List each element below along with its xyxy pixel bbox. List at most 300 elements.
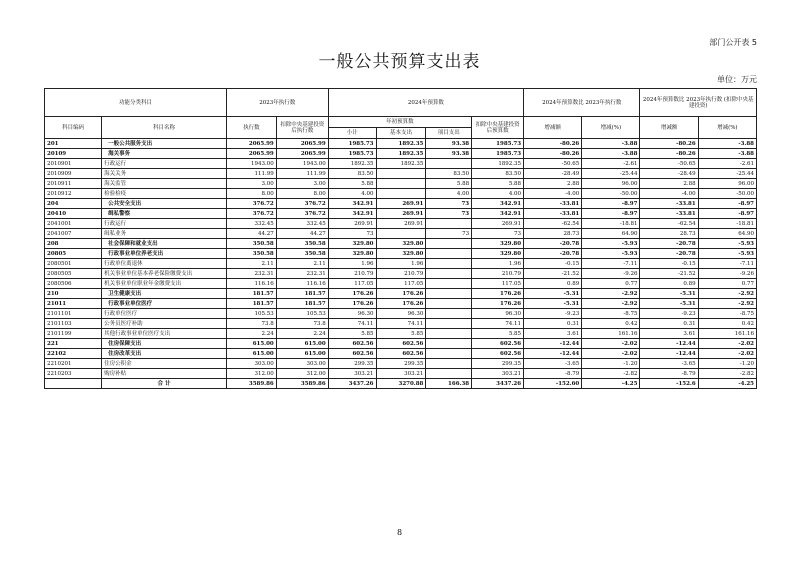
- subject-name: 住房保障支出: [102, 339, 227, 349]
- value-cell: 342.91: [328, 199, 376, 209]
- value-cell: 602.56: [328, 339, 376, 349]
- value-cell: 350.58: [276, 239, 328, 249]
- table-row: [45, 349, 757, 359]
- value-cell: [426, 339, 472, 349]
- total-value-cell: -4.25: [698, 379, 756, 389]
- value-cell: -28.49: [640, 169, 698, 179]
- value-cell: 181.57: [226, 289, 276, 299]
- value-cell: -2.92: [698, 299, 756, 309]
- value-cell: 615.00: [226, 349, 276, 359]
- value-cell: -33.81: [524, 209, 582, 219]
- value-cell: 0.42: [582, 319, 640, 329]
- total-row: [45, 379, 757, 389]
- value-cell: 96.30: [376, 309, 426, 319]
- subject-name: 公务员医疗补助: [102, 319, 227, 329]
- value-cell: 4.00: [328, 189, 376, 199]
- subject-name: 其他行政事业单位医疗支出: [102, 329, 227, 339]
- value-cell: [426, 249, 472, 259]
- value-cell: -8.97: [582, 209, 640, 219]
- value-cell: 176.26: [376, 289, 426, 299]
- value-cell: 93.38: [426, 149, 472, 159]
- value-cell: 615.00: [226, 339, 276, 349]
- value-cell: 312.00: [226, 369, 276, 379]
- value-cell: 342.91: [472, 199, 524, 209]
- value-cell: -8.75: [582, 309, 640, 319]
- value-cell: 1892.35: [376, 149, 426, 159]
- value-cell: 342.91: [328, 209, 376, 219]
- value-cell: 2065.99: [226, 149, 276, 159]
- table-row: [45, 249, 757, 259]
- value-cell: 1985.73: [472, 149, 524, 159]
- value-cell: -2.92: [698, 289, 756, 299]
- value-cell: 73.8: [226, 319, 276, 329]
- value-cell: 329.80: [472, 249, 524, 259]
- table-row: [45, 189, 757, 199]
- value-cell: 176.26: [328, 299, 376, 309]
- table-row: [45, 179, 757, 189]
- value-cell: -5.31: [640, 289, 698, 299]
- value-cell: -80.26: [640, 139, 698, 149]
- value-cell: -12.44: [524, 339, 582, 349]
- value-cell: -3.88: [698, 139, 756, 149]
- subject-code: 221: [45, 339, 102, 349]
- table-row: [45, 369, 757, 379]
- table-row: [45, 139, 757, 149]
- value-cell: -1.20: [582, 359, 640, 369]
- table-row: [45, 339, 757, 349]
- value-cell: 269.91: [472, 219, 524, 229]
- table-row: [45, 219, 757, 229]
- total-value-cell: 3437.26: [472, 379, 524, 389]
- value-cell: 299.35: [328, 359, 376, 369]
- value-cell: -0.15: [524, 259, 582, 269]
- value-cell: 1892.35: [472, 159, 524, 169]
- total-value-cell: -4.25: [582, 379, 640, 389]
- project-header: 项目支出: [426, 128, 472, 139]
- subject-code: 20410: [45, 209, 102, 219]
- value-cell: -12.44: [640, 349, 698, 359]
- value-cell: 1943.00: [226, 159, 276, 169]
- value-cell: 73.8: [276, 319, 328, 329]
- value-cell: [376, 179, 426, 189]
- subject-code: 2041007: [45, 229, 102, 239]
- value-cell: 210.79: [328, 269, 376, 279]
- value-cell: 350.58: [226, 249, 276, 259]
- value-cell: -3.88: [698, 149, 756, 159]
- value-cell: 5.88: [328, 179, 376, 189]
- value-cell: -4.00: [524, 189, 582, 199]
- value-cell: 2065.99: [276, 139, 328, 149]
- value-cell: -5.31: [524, 299, 582, 309]
- total-value-cell: 166.38: [426, 379, 472, 389]
- value-cell: -3.65: [524, 359, 582, 369]
- value-cell: 96.30: [328, 309, 376, 319]
- subject-name: 海关事务: [102, 149, 227, 159]
- subject-code: 2101199: [45, 329, 102, 339]
- value-cell: 3.61: [524, 329, 582, 339]
- value-cell: 74.11: [328, 319, 376, 329]
- value-cell: [426, 219, 472, 229]
- value-cell: 332.45: [276, 219, 328, 229]
- value-cell: -62.54: [640, 219, 698, 229]
- value-cell: -9.26: [582, 269, 640, 279]
- value-cell: 96.00: [582, 179, 640, 189]
- subject-name: 社会保障和就业支出: [102, 239, 227, 249]
- value-cell: 329.80: [328, 239, 376, 249]
- value-cell: [376, 229, 426, 239]
- value-cell: 116.16: [226, 279, 276, 289]
- value-cell: 3.00: [276, 179, 328, 189]
- subject-name: 海关监管: [102, 179, 227, 189]
- value-cell: [426, 369, 472, 379]
- subject-code: 2010911: [45, 179, 102, 189]
- value-cell: -50.00: [582, 189, 640, 199]
- value-cell: -2.82: [698, 369, 756, 379]
- value-cell: 269.91: [376, 199, 426, 209]
- subject-code: 210: [45, 289, 102, 299]
- value-cell: 111.99: [226, 169, 276, 179]
- value-cell: 0.77: [698, 279, 756, 289]
- value-cell: 3.00: [226, 179, 276, 189]
- value-cell: 73: [328, 229, 376, 239]
- value-cell: [426, 239, 472, 249]
- subtotal-header: 小计: [328, 128, 376, 139]
- value-cell: 28.73: [524, 229, 582, 239]
- total-value-cell: 3270.88: [376, 379, 426, 389]
- value-cell: 329.80: [328, 249, 376, 259]
- subject-name: 住房改革支出: [102, 349, 227, 359]
- value-cell: [426, 349, 472, 359]
- value-cell: -2.61: [698, 159, 756, 169]
- value-cell: [426, 309, 472, 319]
- value-cell: 73: [472, 229, 524, 239]
- table-row: [45, 149, 757, 159]
- exec-excluding-header: 扣除中央基建投资后执行数: [276, 117, 328, 139]
- value-cell: -2.02: [698, 339, 756, 349]
- value-cell: -2.02: [698, 349, 756, 359]
- value-cell: 299.35: [472, 359, 524, 369]
- value-cell: -20.78: [640, 249, 698, 259]
- value-cell: 73: [426, 209, 472, 219]
- table-row: [45, 279, 757, 289]
- value-cell: -8.79: [640, 369, 698, 379]
- subject-code: 2010901: [45, 159, 102, 169]
- value-cell: 8.00: [276, 189, 328, 199]
- budget-2024-header: 2024年预算数: [328, 89, 523, 117]
- value-cell: -5.31: [640, 299, 698, 309]
- value-cell: -80.26: [524, 139, 582, 149]
- subject-code: 22102: [45, 349, 102, 359]
- value-cell: 602.56: [472, 349, 524, 359]
- table-row: [45, 159, 757, 169]
- subject-name: 缉私业务: [102, 229, 227, 239]
- value-cell: 44.27: [276, 229, 328, 239]
- value-cell: 376.72: [226, 199, 276, 209]
- value-cell: 2.24: [276, 329, 328, 339]
- value-cell: -7.11: [698, 259, 756, 269]
- value-cell: -8.75: [698, 309, 756, 319]
- value-cell: -5.93: [582, 239, 640, 249]
- value-cell: [426, 359, 472, 369]
- value-cell: 376.72: [276, 199, 328, 209]
- value-cell: 602.56: [472, 339, 524, 349]
- subject-name: 海关关务: [102, 169, 227, 179]
- value-cell: 181.57: [226, 299, 276, 309]
- value-cell: 602.56: [376, 349, 426, 359]
- value-cell: 210.79: [376, 269, 426, 279]
- value-cell: 350.58: [276, 249, 328, 259]
- page-number: 8: [396, 528, 403, 537]
- value-cell: -28.49: [524, 169, 582, 179]
- value-cell: 232.31: [276, 269, 328, 279]
- total-value-cell: -152.6: [640, 379, 698, 389]
- value-cell: 181.57: [276, 299, 328, 309]
- value-cell: 116.16: [276, 279, 328, 289]
- value-cell: 210.79: [472, 269, 524, 279]
- subject-code: 201: [45, 139, 102, 149]
- value-cell: 1892.35: [328, 159, 376, 169]
- value-cell: -8.79: [524, 369, 582, 379]
- value-cell: -2.82: [582, 369, 640, 379]
- value-cell: 44.27: [226, 229, 276, 239]
- value-cell: 2.88: [640, 179, 698, 189]
- subject-code: 2210203: [45, 369, 102, 379]
- value-cell: 350.58: [226, 239, 276, 249]
- value-cell: -9.23: [640, 309, 698, 319]
- value-cell: [426, 269, 472, 279]
- value-cell: -20.78: [524, 239, 582, 249]
- value-cell: [426, 159, 472, 169]
- value-cell: -33.81: [640, 199, 698, 209]
- unit-label: 单位：万元: [717, 75, 757, 84]
- value-cell: 96.30: [472, 309, 524, 319]
- subject-name: 住房公积金: [102, 359, 227, 369]
- subject-code: 2080505: [45, 269, 102, 279]
- value-cell: 303.21: [376, 369, 426, 379]
- subject-code: 2010909: [45, 169, 102, 179]
- value-cell: -50.65: [524, 159, 582, 169]
- value-cell: 2.88: [524, 179, 582, 189]
- value-cell: 117.05: [472, 279, 524, 289]
- value-cell: 1.96: [328, 259, 376, 269]
- value-cell: 1943.00: [276, 159, 328, 169]
- subject-code: 20805: [45, 249, 102, 259]
- value-cell: 1892.35: [376, 159, 426, 169]
- value-cell: 0.77: [582, 279, 640, 289]
- value-cell: 4.00: [426, 189, 472, 199]
- value-cell: -33.81: [640, 209, 698, 219]
- table-row: [45, 259, 757, 269]
- value-cell: 329.80: [472, 239, 524, 249]
- value-cell: 2.11: [226, 259, 276, 269]
- value-cell: -3.65: [640, 359, 698, 369]
- subject-name: 行政运行: [102, 219, 227, 229]
- table-number-label: 部门公开表 5: [709, 38, 757, 47]
- value-cell: -9.23: [524, 309, 582, 319]
- value-cell: -3.88: [582, 149, 640, 159]
- subject-code: 2080501: [45, 259, 102, 269]
- total-value-cell: 3589.86: [226, 379, 276, 389]
- value-cell: 176.26: [328, 289, 376, 299]
- subject-name: 公共安全支出: [102, 199, 227, 209]
- table-row: [45, 199, 757, 209]
- value-cell: 83.50: [328, 169, 376, 179]
- value-cell: -80.26: [640, 149, 698, 159]
- value-cell: -1.20: [698, 359, 756, 369]
- subject-code: 208: [45, 239, 102, 249]
- value-cell: -25.44: [698, 169, 756, 179]
- subject-name: 机关事业单位职业年金缴费支出: [102, 279, 227, 289]
- value-cell: -5.31: [524, 289, 582, 299]
- value-cell: -8.97: [698, 199, 756, 209]
- value-cell: -50.00: [698, 189, 756, 199]
- value-cell: 0.89: [640, 279, 698, 289]
- value-cell: -2.92: [582, 299, 640, 309]
- value-cell: 5.85: [376, 329, 426, 339]
- page-title: 一般公共预算支出表: [318, 52, 481, 72]
- budget-excluding-header: 扣除中央基建投资后预算数: [472, 117, 524, 139]
- table-row: [45, 289, 757, 299]
- value-cell: -12.44: [524, 349, 582, 359]
- value-cell: 0.89: [524, 279, 582, 289]
- value-cell: 376.72: [226, 209, 276, 219]
- value-cell: 342.91: [472, 209, 524, 219]
- value-cell: -4.00: [640, 189, 698, 199]
- value-cell: 329.80: [376, 239, 426, 249]
- value-cell: 176.26: [472, 289, 524, 299]
- value-cell: 0.31: [524, 319, 582, 329]
- value-cell: -18.81: [582, 219, 640, 229]
- value-cell: -50.65: [640, 159, 698, 169]
- value-cell: -12.44: [640, 339, 698, 349]
- value-cell: 5.85: [328, 329, 376, 339]
- table-row: [45, 209, 757, 219]
- total-value-cell: -152.60: [524, 379, 582, 389]
- subject-name: 机关事业单位基本养老保险缴费支出: [102, 269, 227, 279]
- value-cell: [376, 169, 426, 179]
- value-cell: 2.11: [276, 259, 328, 269]
- subject-name: 缉私警察: [102, 209, 227, 219]
- total-spacer: [45, 379, 102, 389]
- value-cell: [426, 319, 472, 329]
- value-cell: 1.96: [472, 259, 524, 269]
- value-cell: 615.00: [276, 349, 328, 359]
- value-cell: 0.31: [640, 319, 698, 329]
- value-cell: 1.96: [376, 259, 426, 269]
- value-cell: -5.93: [582, 249, 640, 259]
- subject-code: 20109: [45, 149, 102, 159]
- value-cell: -9.26: [698, 269, 756, 279]
- subject-name: 行政事业单位养老支出: [102, 249, 227, 259]
- value-cell: [426, 289, 472, 299]
- diff1-header: 增减额: [524, 117, 582, 139]
- value-cell: 1985.73: [472, 139, 524, 149]
- value-cell: 299.35: [376, 359, 426, 369]
- value-cell: -5.93: [698, 239, 756, 249]
- value-cell: 269.91: [328, 219, 376, 229]
- subject-name: 行政运行: [102, 159, 227, 169]
- value-cell: 332.45: [226, 219, 276, 229]
- value-cell: -8.97: [582, 199, 640, 209]
- value-cell: 83.50: [472, 169, 524, 179]
- value-cell: 2.24: [226, 329, 276, 339]
- value-cell: 83.50: [426, 169, 472, 179]
- value-cell: 96.00: [698, 179, 756, 189]
- subject-code: 204: [45, 199, 102, 209]
- func-subject-header: 功能分类科目: [45, 89, 227, 117]
- table-row: [45, 299, 757, 309]
- value-cell: 117.05: [328, 279, 376, 289]
- diff2-header: 增减额: [640, 117, 698, 139]
- value-cell: -62.54: [524, 219, 582, 229]
- value-cell: 176.26: [376, 299, 426, 309]
- pct2-header: 增减(%): [698, 117, 756, 139]
- name-header: 科目名称: [102, 117, 227, 139]
- value-cell: -18.81: [698, 219, 756, 229]
- initial-budget-header: 年初预算数: [328, 117, 471, 128]
- compare-exec-header: 2024年预算数比 2023年执行数: [524, 89, 640, 117]
- value-cell: [376, 189, 426, 199]
- total-label: 合 计: [102, 379, 227, 389]
- table-row: [45, 329, 757, 339]
- value-cell: -7.11: [582, 259, 640, 269]
- value-cell: 64.90: [698, 229, 756, 239]
- value-cell: 2065.99: [226, 139, 276, 149]
- value-cell: 303.21: [472, 369, 524, 379]
- value-cell: 74.11: [376, 319, 426, 329]
- value-cell: 329.80: [376, 249, 426, 259]
- value-cell: -3.88: [582, 139, 640, 149]
- value-cell: 1892.35: [376, 139, 426, 149]
- subject-code: 2101101: [45, 309, 102, 319]
- subject-name: 卫生健康支出: [102, 289, 227, 299]
- value-cell: -2.61: [582, 159, 640, 169]
- subject-name: 检验检疫: [102, 189, 227, 199]
- value-cell: 5.88: [426, 179, 472, 189]
- value-cell: [426, 279, 472, 289]
- value-cell: 312.00: [276, 369, 328, 379]
- value-cell: -20.78: [524, 249, 582, 259]
- exec-2023-header: 2023年执行数: [226, 89, 328, 117]
- value-cell: 176.26: [472, 299, 524, 309]
- value-cell: -33.81: [524, 199, 582, 209]
- value-cell: 111.99: [276, 169, 328, 179]
- table-row: [45, 269, 757, 279]
- basic-header: 基本支出: [376, 128, 426, 139]
- subject-name: 一般公共服务支出: [102, 139, 227, 149]
- value-cell: -0.15: [640, 259, 698, 269]
- value-cell: 232.31: [226, 269, 276, 279]
- value-cell: 93.38: [426, 139, 472, 149]
- value-cell: 105.53: [276, 309, 328, 319]
- value-cell: 615.00: [276, 339, 328, 349]
- value-cell: 3.61: [640, 329, 698, 339]
- subject-code: 21011: [45, 299, 102, 309]
- value-cell: -80.26: [524, 149, 582, 159]
- pct1-header: 增减(%): [582, 117, 640, 139]
- subject-code: 2101103: [45, 319, 102, 329]
- total-value-cell: 3437.26: [328, 379, 376, 389]
- table-row: [45, 359, 757, 369]
- value-cell: -2.92: [582, 289, 640, 299]
- value-cell: 303.21: [328, 369, 376, 379]
- value-cell: 5.85: [472, 329, 524, 339]
- value-cell: -2.02: [582, 339, 640, 349]
- value-cell: 4.00: [472, 189, 524, 199]
- value-cell: -21.52: [524, 269, 582, 279]
- value-cell: [426, 259, 472, 269]
- subject-name: 购房补贴: [102, 369, 227, 379]
